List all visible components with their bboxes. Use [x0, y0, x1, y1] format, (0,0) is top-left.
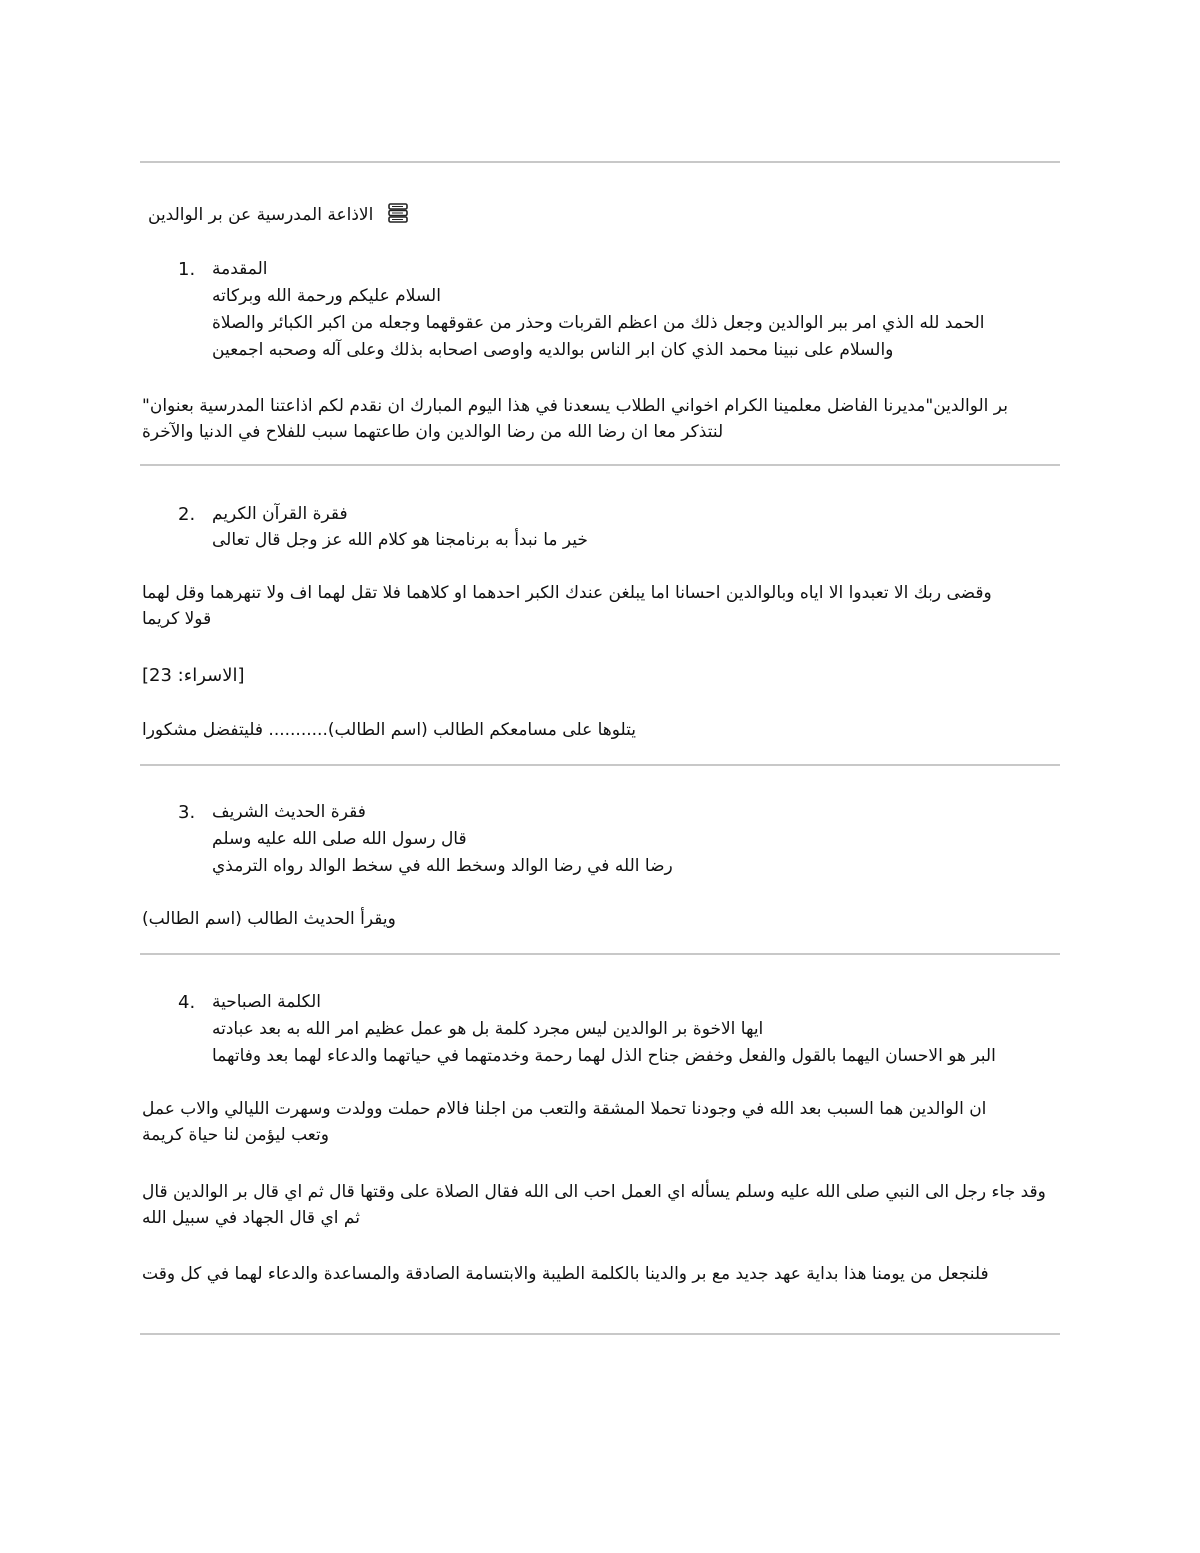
paragraph: وقضى ربك الا تعبدوا الا اياه وبالوالدين احسانا اما يبلغن عندك الكبر احدهما او كلاهما فلا تقل لهما اف ولا تنهرهما وقل لهما	[142, 583, 992, 603]
section-number: 3.	[178, 802, 196, 823]
paragraph: يتلوها على مسامعكم الطالب (اسم الطالب)........... فليتفضل مشكورا	[142, 720, 637, 740]
section-line: رضا الله في رضا الوالد وسخط الله في سخط الوالد رواه الترمذي	[212, 856, 673, 876]
section-heading: فقرة القرآن الكريم	[212, 504, 348, 524]
section-number: 2.	[178, 504, 196, 525]
section-line: والسلام على نبينا محمد الذي كان ابر الناس بوالديه واوصى اصحابه بذلك وعلى آله وصحبه اجمعين	[212, 340, 894, 360]
section-line: قال رسول الله صلى الله عليه وسلم	[212, 829, 467, 849]
paragraph: وتعب ليؤمن لنا حياة كريمة	[142, 1125, 329, 1145]
divider	[140, 161, 1060, 163]
section-number: 1.	[178, 259, 196, 280]
section-number: 4.	[178, 992, 196, 1013]
paragraph: ان الوالدين هما السبب بعد الله في وجودنا تحملا المشقة والتعب من اجلنا فالام حملت وولدت وسهرت الليالي والاب عمل	[142, 1099, 987, 1119]
divider	[140, 764, 1060, 766]
section-line: ايها الاخوة بر الوالدين ليس مجرد كلمة بل هو عمل عظيم امر الله به بعد عبادته	[212, 1019, 764, 1039]
paragraph: قولا كريما	[142, 609, 212, 629]
paragraph: ويقرأ الحديث الطالب (اسم الطالب)	[142, 909, 396, 929]
document-title-text: الاذاعة المدرسية عن بر الوالدين	[148, 205, 374, 225]
paragraph: "بر الوالدين"مديرنا الفاضل معلمينا الكرام اخواني الطلاب يسعدنا في هذا اليوم المبارك ان نقدم لكم اذاعتنا المدرسية بعنوان	[142, 396, 1008, 416]
divider	[140, 953, 1060, 955]
divider	[140, 464, 1060, 466]
document-title	[148, 202, 409, 229]
section-line: السلام عليكم ورحمة الله وبركاته	[212, 286, 441, 306]
paragraph: فلنجعل من يومنا هذا بداية عهد جديد مع بر والدينا بالكلمة الطيبة والابتسامة الصادقة والمساعدة والدعاء لهما في كل وقت	[142, 1264, 989, 1284]
section-heading: الكلمة الصباحية	[212, 992, 321, 1012]
paragraph: وقد جاء رجل الى النبي صلى الله عليه وسلم يسأله اي العمل احب الى الله فقال الصلاة على وقتها قال ثم اي قال بر الوالدين قال	[142, 1182, 1046, 1202]
section-line: خير ما نبدأ به برنامجنا هو كلام الله عز وجل قال تعالى	[212, 530, 588, 550]
section-line: البر هو الاحسان اليهما بالقول والفعل وخفض جناح الذل لهما رحمة وخدمتهما في حياتهما والدعاء لهما بعد وفاتهما	[212, 1046, 996, 1066]
divider	[140, 1333, 1060, 1335]
section-heading: المقدمة	[212, 259, 268, 279]
section-heading: فقرة الحديث الشريف	[212, 802, 366, 822]
paragraph: ثم اي قال الجهاد في سبيل الله	[142, 1208, 360, 1228]
book-stack-icon	[387, 202, 409, 229]
section-line: الحمد لله الذي امر ببر الوالدين وجعل ذلك من اعظم القربات وحذر من عقوقهما وجعله من اكبر الكبائر والصلاة	[212, 313, 985, 333]
paragraph: [الاسراء: 23]	[142, 665, 245, 686]
paragraph: لنتذكر معا ان رضا الله من رضا الوالدين وان طاعتهما سبب للفلاح في الدنيا والآخرة	[142, 422, 724, 442]
